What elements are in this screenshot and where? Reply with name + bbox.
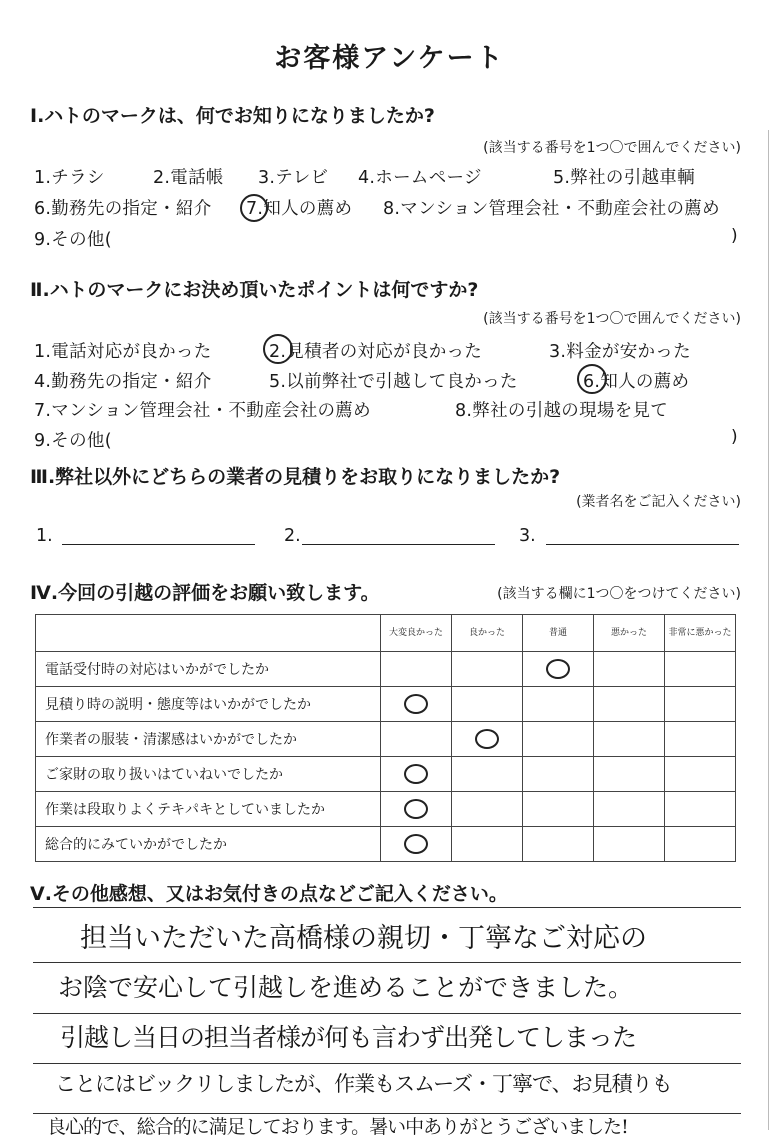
q2-selected-circle-2 (263, 334, 293, 364)
rating-cell[interactable] (594, 827, 665, 862)
q1-option-1[interactable]: 1.チラシ (34, 168, 105, 188)
rating-mark-circle (404, 799, 428, 819)
rating-row-appearance (36, 722, 736, 757)
q3-field-2[interactable] (302, 544, 495, 545)
q1-option-2[interactable]: 2.電話帳 (153, 168, 224, 188)
comment-text-line-4: ことにはビックリしましたが、作業もスムーズ・丁寧で、お見積りも (55, 1072, 672, 1096)
rating-cell[interactable] (665, 792, 736, 827)
rating-cell[interactable] (381, 722, 452, 757)
comment-line (33, 962, 741, 963)
rating-cell[interactable] (665, 827, 736, 862)
rating-table (35, 614, 736, 862)
rating-cell[interactable] (594, 757, 665, 792)
rating-question: 電話受付時の対応はいかがでしたか (36, 652, 381, 687)
rating-header-row (36, 615, 736, 652)
q2-option-1[interactable]: 1.電話対応が良かった (34, 342, 212, 362)
rating-cell[interactable] (381, 792, 452, 827)
rating-cell[interactable] (594, 722, 665, 757)
col-header-good: 良かった (452, 615, 523, 652)
q2-option-7[interactable]: 7.マンション管理会社・不動産会社の薦め (34, 401, 371, 421)
rating-cell[interactable] (523, 827, 594, 862)
rating-question: 見積り時の説明・態度等はいかがでしたか (36, 687, 381, 722)
q2-selected-circle-6 (577, 364, 607, 394)
q1-heading: Ⅰ.ハトのマークは、何でお知りになりましたか? (30, 105, 435, 127)
rating-row-overall (36, 827, 736, 862)
rating-cell[interactable] (665, 687, 736, 722)
rating-question: 総合的にみていかがでしたか (36, 827, 381, 862)
q1-selected-circle (240, 194, 268, 222)
q2-option-9[interactable]: 9.その他( (34, 431, 112, 451)
comment-text-line-3: 引越し当日の担当者様が何も言わず出発してしまった (60, 1023, 637, 1052)
rating-row-efficiency (36, 792, 736, 827)
rating-cell[interactable] (523, 687, 594, 722)
rating-cell[interactable] (523, 757, 594, 792)
rating-cell[interactable] (594, 652, 665, 687)
q3-heading: Ⅲ.弊社以外にどちらの業者の見積りをお取りになりましたか? (30, 466, 561, 488)
q1-option-6[interactable]: 6.勤務先の指定・紹介 (34, 199, 212, 219)
rating-mark-circle (404, 694, 428, 714)
rating-cell[interactable] (523, 652, 594, 687)
q1-option-3[interactable]: 3.テレビ (258, 168, 329, 188)
rating-cell[interactable] (381, 757, 452, 792)
rating-cell[interactable] (452, 687, 523, 722)
rating-header-blank (36, 615, 381, 652)
q2-option-4[interactable]: 4.勤務先の指定・紹介 (34, 372, 212, 392)
comment-text-line-1: 担当いただいた高橋様の親切・丁寧なご対応の (80, 923, 647, 954)
rating-mark-circle (546, 659, 570, 679)
q2-option-8[interactable]: 8.弊社の引越の現場を見て (455, 401, 669, 421)
col-header-bad: 悪かった (594, 615, 665, 652)
q3-label-1: 1. (36, 526, 53, 546)
q4-heading: Ⅳ.今回の引越の評価をお願い致します。 (30, 582, 380, 604)
q2-option-6[interactable]: 6.知人の薦め (583, 372, 690, 392)
q2-option-3[interactable]: 3.料金が安かった (549, 342, 691, 362)
page-edge-divider (768, 130, 769, 1130)
q1-option-8[interactable]: 8.マンション管理会社・不動産会社の薦め (383, 199, 720, 219)
rating-cell[interactable] (523, 722, 594, 757)
rating-cell[interactable] (594, 687, 665, 722)
rating-question: 作業者の服装・清潔感はいかがでしたか (36, 722, 381, 757)
q3-field-1[interactable] (62, 544, 255, 545)
rating-question: ご家財の取り扱いはていねいでしたか (36, 757, 381, 792)
q1-close-paren: ) (731, 226, 738, 246)
rating-mark-circle (404, 834, 428, 854)
col-header-very-good: 大変良かった (381, 615, 452, 652)
q1-option-5[interactable]: 5.弊社の引越車輌 (553, 168, 695, 188)
rating-cell[interactable] (381, 687, 452, 722)
rating-question: 作業は段取りよくテキパキとしていましたか (36, 792, 381, 827)
q2-option-2[interactable]: 2.見積者の対応が良かった (269, 342, 483, 362)
rating-mark-circle (404, 764, 428, 784)
q2-close-paren: ) (731, 427, 738, 447)
comment-text-line-5: 良心的で、総合的に満足しております。暑い中ありがとうございました! (47, 1116, 628, 1138)
rating-cell[interactable] (523, 792, 594, 827)
col-header-average: 普通 (523, 615, 594, 652)
col-header-very-bad: 非常に悪かった (665, 615, 736, 652)
comment-line (33, 1063, 741, 1064)
q3-note: (業者名をご記入ください) (576, 494, 741, 510)
rating-row-phone (36, 652, 736, 687)
q1-note: (該当する番号を1つ〇で囲んでください) (483, 140, 741, 156)
rating-cell[interactable] (594, 792, 665, 827)
q4-note: (該当する欄に1つ〇をつけてください) (497, 586, 741, 602)
q1-option-4[interactable]: 4.ホームページ (358, 168, 482, 188)
page-title: お客様アンケート (274, 43, 505, 74)
rating-cell[interactable] (452, 757, 523, 792)
rating-cell[interactable] (452, 722, 523, 757)
rating-cell[interactable] (665, 722, 736, 757)
rating-cell[interactable] (381, 652, 452, 687)
comment-text-line-2: お陰で安心して引越しを進めることができました。 (58, 973, 634, 1002)
comment-line (33, 907, 741, 908)
rating-cell[interactable] (452, 827, 523, 862)
rating-cell[interactable] (665, 652, 736, 687)
q2-note: (該当する番号を1つ〇で囲んでください) (483, 311, 741, 327)
rating-cell[interactable] (452, 652, 523, 687)
q2-option-5[interactable]: 5.以前弊社で引越して良かった (269, 372, 518, 392)
q3-label-3: 3. (519, 526, 536, 546)
q3-label-2: 2. (284, 526, 301, 546)
rating-row-handling (36, 757, 736, 792)
rating-cell[interactable] (381, 827, 452, 862)
q5-heading: Ⅴ.その他感想、又はお気付きの点などご記入ください。 (30, 883, 508, 905)
q2-heading: Ⅱ.ハトのマークにお決め頂いたポイントは何ですか? (30, 279, 479, 301)
rating-row-estimate (36, 687, 736, 722)
rating-mark-circle (475, 729, 499, 749)
rating-cell[interactable] (665, 757, 736, 792)
q1-option-9[interactable]: 9.その他( (34, 230, 112, 250)
comment-line (33, 1013, 741, 1014)
q3-field-3[interactable] (546, 544, 739, 545)
rating-cell[interactable] (452, 792, 523, 827)
q1-option-7[interactable]: 7.知人の薦め (246, 199, 353, 219)
